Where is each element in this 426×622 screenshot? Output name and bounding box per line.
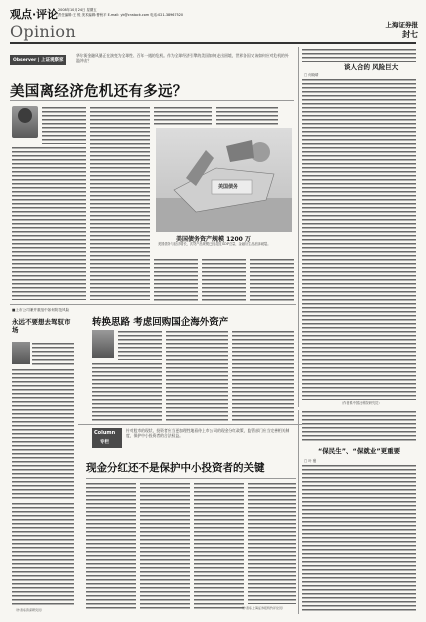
left-story-photo (12, 342, 30, 364)
observer-intro: 华尔街金融风暴正在演变为全球性、百年一遇的危机。作为全球经济引擎的美国如何走出困境，世界各国又该如何应对危机的外溢冲击？ (76, 53, 289, 63)
page-label: 封七 (402, 30, 418, 39)
masthead (10, 6, 418, 46)
right-headline: 谈人合的 风险巨大 (344, 63, 399, 71)
chart-caption: 美国债务资产规模 1200 万 (176, 236, 251, 243)
mid-col3 (232, 330, 294, 422)
illustration-label: 美国债务 (218, 184, 239, 190)
bottom-right-divider (298, 410, 299, 614)
right-footer-note: （作者系中国社科院研究员） (340, 401, 382, 405)
column-footer-note: （作者系上海证券报特约评论员） (240, 606, 286, 610)
author-photo-head (18, 108, 32, 123)
column-tag (92, 428, 122, 448)
masthead-rule (10, 42, 416, 44)
mid-rule (10, 304, 296, 305)
left-story-col-top (32, 342, 74, 366)
section-title: 观点·评论 (10, 8, 59, 21)
date-line: 2008年10月24日 星期五 (58, 8, 97, 12)
right-byline: □ 何晓晴 (304, 73, 319, 77)
column-body-col3 (194, 482, 244, 610)
column-body-col2 (140, 482, 190, 610)
main-article-col1 (12, 146, 86, 300)
left-story-headline: 永远不要想去驾驭市场 (12, 318, 71, 334)
column-tag-bottom: 专栏 (100, 440, 109, 445)
bottom-right-body (302, 464, 416, 612)
main-headline: 美国离经济危机还有多远？ (10, 84, 188, 100)
left-story-col (12, 368, 74, 500)
left-story-kicker: ■上市公司兼并重组中如何防范风险 (12, 308, 70, 312)
main-article-col5 (154, 258, 198, 302)
mid-headline: 转换思路 考虑回购国企海外资产 (92, 317, 229, 328)
bottom-right-top (302, 410, 416, 442)
observer-bar (10, 47, 294, 81)
column-tag-top: Column (94, 430, 116, 436)
mid-col1 (92, 362, 162, 422)
chart-subcaption: 美国债务与经济增长，次贷产品规模已经超过GDP总量，金融衍生品泡沫破裂。 (158, 242, 271, 246)
mid-photo (92, 330, 114, 358)
headline-rule (10, 100, 294, 101)
bottom-right-headline: “保民生”、“保就业”更重要 (318, 447, 401, 455)
main-article-col1-top (42, 106, 86, 144)
observer-tag: Observer | 上证观察家 (10, 55, 66, 65)
main-article-col3 (154, 106, 212, 126)
main-article-col6 (202, 258, 246, 302)
bottom-right-byline: □ 叶 檀 (304, 459, 317, 463)
illustration-svg (156, 128, 292, 232)
mid-col2 (166, 330, 228, 422)
left-lower-col (12, 502, 74, 606)
column-intro: 针对股市的现状，投资者应当更加理性地看待上市公司的现金分红政策，监管部门应当完善相关制度，保护中小投资者的合法权益。 (126, 428, 290, 438)
paper-name: 上海证券报 (385, 21, 418, 29)
illustration (156, 128, 292, 232)
main-article-col7 (250, 258, 294, 302)
column-headline: 现金分红还不是保护中小投资者的关键 (86, 462, 265, 474)
right-col-divider (298, 47, 299, 407)
english-title: Opinion (10, 22, 76, 41)
left-story-footer: （作者系资深研究员） (14, 608, 45, 612)
main-article-col2 (90, 106, 150, 300)
column-body-col1 (86, 482, 136, 610)
right-col-body (302, 78, 416, 400)
editors-line: 责任编辑:王 锐 美术编辑:曹秋平 E-mail: yk@cnstock.com 电话:021-38967520 (58, 13, 184, 17)
column-body-col4 (248, 482, 296, 604)
right-col-intro (302, 48, 416, 62)
mid-col1-top (118, 330, 162, 360)
main-article-col4 (216, 106, 278, 126)
column-headline-rule (86, 478, 296, 479)
